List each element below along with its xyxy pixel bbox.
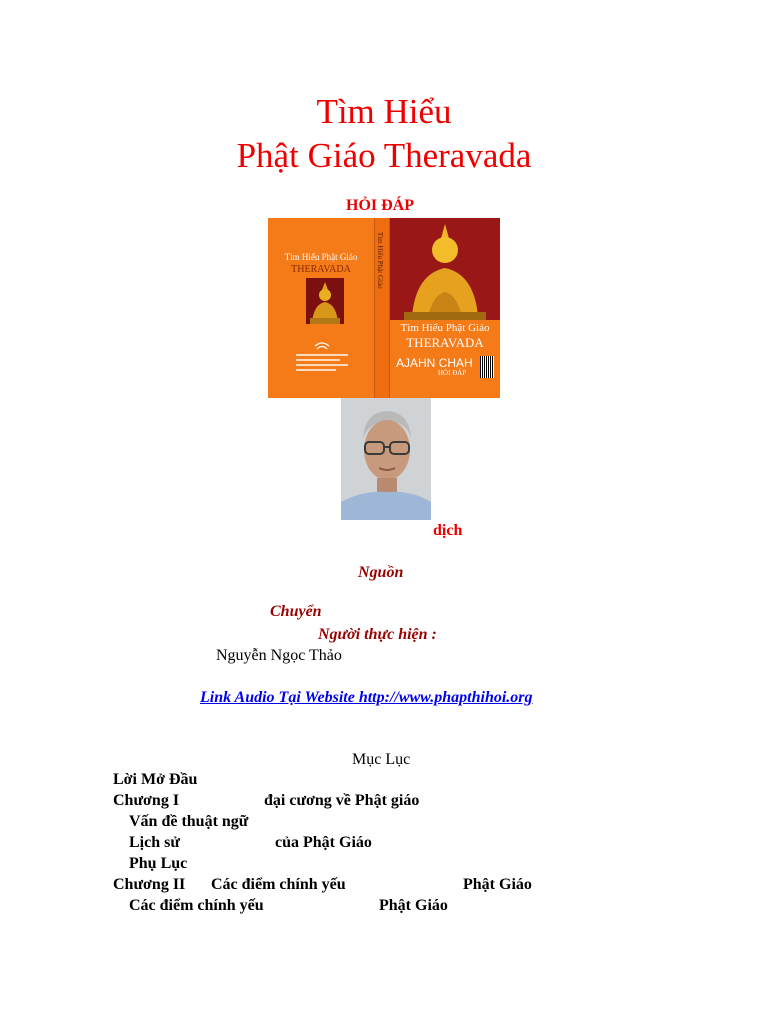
- front-cover-subtitle: THERAVADA: [406, 335, 484, 350]
- translator-label: dịch: [433, 522, 463, 539]
- back-cover-title: Tìm Hiểu Phật Giáo: [284, 252, 358, 262]
- toc-item-loi-mo-dau: Lời Mở Đầu: [113, 771, 198, 788]
- book-cover-front: [390, 218, 500, 398]
- audio-website-link[interactable]: Link Audio Tại Website http://www.phapthihoi.org: [200, 689, 533, 706]
- front-cover-author: AJAHN CHAH: [396, 356, 473, 370]
- title-line-2: Phật Giáo Theravada: [236, 136, 532, 175]
- toc-item-chuong-1-title: đại cương về Phật giáo: [264, 792, 420, 809]
- toc-item-cac-diem-chinh-yeu: Các điểm chính yếu: [129, 897, 264, 914]
- toc-item-lich-su-title: của Phật Giáo: [275, 834, 372, 851]
- source-label: Nguồn: [358, 564, 404, 581]
- toc-item-chuong-2: Chương II: [113, 876, 186, 893]
- portrait-icon: [341, 398, 431, 520]
- toc-item-van-de-thuat-ngu: Vấn đề thuật ngữ: [129, 813, 249, 830]
- publisher-logo-icon: [314, 340, 330, 350]
- book-cover-back: [268, 218, 374, 398]
- back-cover-subtitle: THERAVADA: [291, 264, 351, 275]
- buddha-statue-icon: [390, 218, 500, 320]
- barcode-icon: [480, 356, 494, 378]
- converted-label: Chuyển: [270, 603, 322, 620]
- title-line-1: Tìm Hiểu: [316, 92, 452, 131]
- book-cover-image: [268, 218, 500, 398]
- front-cover-title: Tìm Hiểu Phật Giáo: [400, 322, 490, 334]
- performer-name: Nguyễn Ngọc Thảo: [216, 647, 342, 664]
- subtitle-hoi-dap: HỎI ĐÁP: [346, 197, 414, 214]
- toc-item-chuong-1: Chương I: [113, 792, 180, 809]
- book-spine: [374, 218, 390, 398]
- toc-item-chuong-2-suffix: Phật Giáo: [463, 876, 532, 893]
- toc-heading: Mục Lục: [352, 751, 411, 768]
- buddha-statue-small-icon: [306, 278, 344, 324]
- translator-photo: [341, 398, 431, 520]
- toc-item-chuong-2-title: Các điểm chính yếu: [211, 876, 346, 893]
- back-cover-fine-print: [296, 354, 348, 371]
- front-cover-tag: HỎI ĐÁP: [438, 369, 467, 377]
- toc-item-phu-luc: Phụ Lục: [129, 855, 188, 872]
- toc-item-cac-diem-chinh-yeu-suffix: Phật Giáo: [379, 897, 448, 914]
- toc-item-lich-su: Lịch sử: [129, 834, 180, 851]
- spine-title: Tìm Hiểu Phật Giáo: [376, 232, 384, 289]
- performed-by-label: Người thực hiện :: [318, 626, 437, 643]
